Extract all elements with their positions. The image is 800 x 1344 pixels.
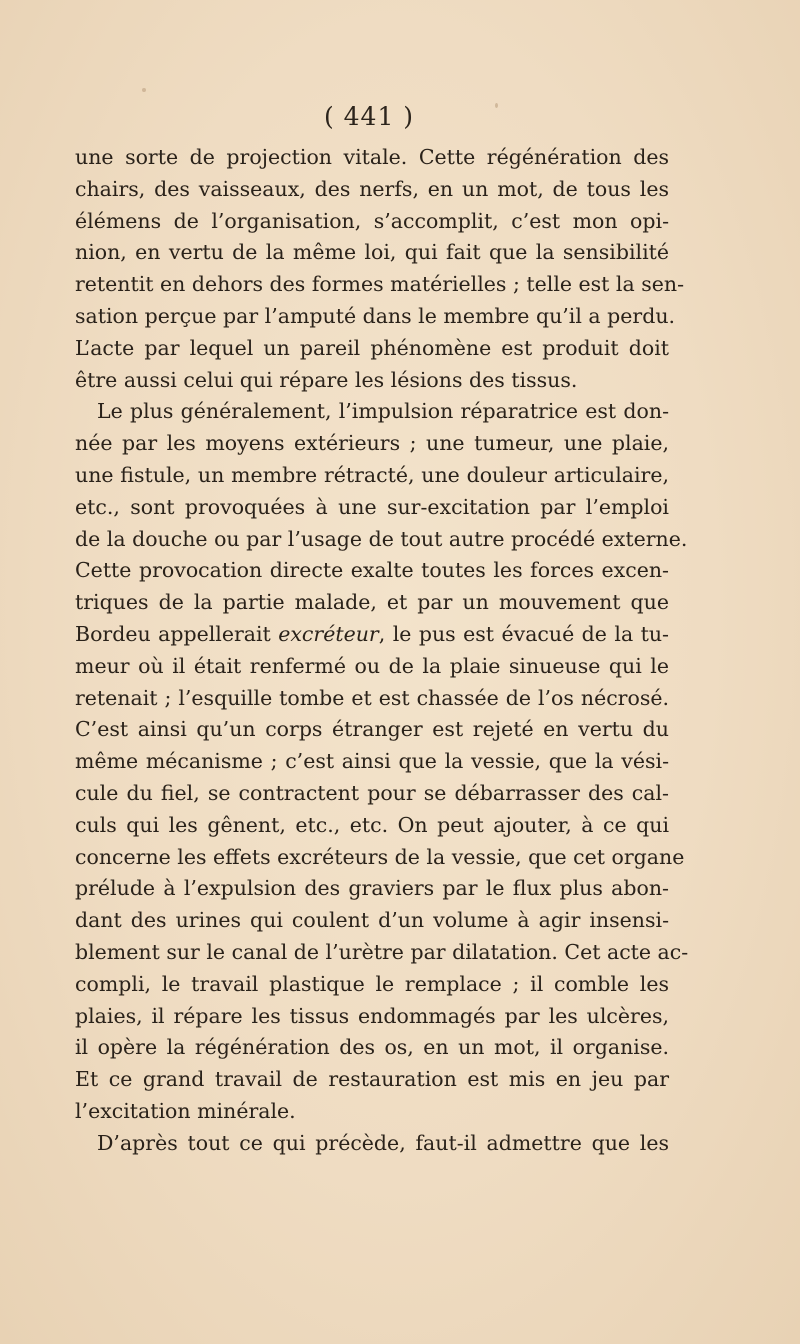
text-line [75,619,669,651]
paragraph-start-line: Le plus généralement, l’impulsion réparatrice est don- [97,399,669,424]
text-line: nion, en vertu de la même loi, qui fait que la sensibilité [75,240,669,265]
text-line: compli, le travail plastique le remplace ; il comble les [75,971,669,996]
text-line: plaies, il répare les tissus endommagés par les ulcères, [75,1003,669,1028]
text-line: chairs, des vaisseaux, des nerfs, en un mot, de tous les [75,176,669,201]
text-line: même mécanisme ; c’est ainsi que la vessie, que la vési- [75,749,669,774]
text-line: née par les moyens extérieurs ; une tumeur, une plaie, [75,431,669,456]
text-segment: Bordeu appellerait [75,621,279,646]
page-number: ( 441 ) [323,102,415,131]
text-line: culs qui les gênent, etc., etc. On peut ajouter, à ce qui [75,812,669,837]
text-line: cule du fiel, se contractent pour se débarrasser des cal- [75,780,669,805]
text-line: l’excitation minérale. [75,1098,296,1123]
text-line: une sorte de projection vitale. Cette régénération des [75,145,669,169]
text-line: prélude à l’expulsion des graviers par le flux plus abon- [75,876,669,901]
text-line: etc., sont provoquées à une sur-excitation par l’emploi [75,494,669,519]
text-line: il opère la régénération des os, en un mot, il organise. [75,1035,669,1060]
body-text [75,142,689,1160]
text-line: de la douche ou par l’usage de tout autre procédé externe. [75,526,688,551]
text-line: une fistule, un membre rétracté, une douleur articulaire, [75,462,669,487]
text-line: dant des urines qui coulent d’un volume à agir insensi- [75,908,669,933]
paragraph-start-line: D’après tout ce qui précède, faut-il admettre que les [97,1130,669,1155]
text-line: C’est ainsi qu’un corps étranger est rejeté en vertu du [75,717,669,742]
text-line: meur où il était renfermé ou de la plaie sinueuse qui le [75,653,669,678]
italic-term: excréteur [278,621,379,646]
text-line: triques de la partie malade, et par un mouvement que [75,590,669,615]
text-line: retenait ; l’esquille tombe et est chassée de l’os nécrosé. [75,685,669,710]
text-line: blement sur le canal de l’urètre par dilatation. Cet acte ac- [75,939,689,964]
text-line: concerne les effets excréteurs de la vessie, que cet organe [75,844,685,869]
text-line: être aussi celui qui répare les lésions des tissus. [75,367,578,392]
text-line: Cette provocation directe exalte toutes les forces excen- [75,558,669,583]
text-line: L’acte par lequel un pareil phénomène est produit doit [75,335,669,360]
text-line: Et ce grand travail de restauration est mis en jeu par [75,1067,669,1092]
paper-speck [142,88,146,92]
text-line: sation perçue par l’amputé dans le membre qu’il a perdu. [75,303,676,328]
text-line: élémens de l’organisation, s’accomplit, c’est mon opi- [75,208,669,233]
text-segment: , le pus est évacué de la tu- [378,621,669,646]
text-line: retentit en dehors des formes matérielles ; telle est la sen- [75,272,685,297]
